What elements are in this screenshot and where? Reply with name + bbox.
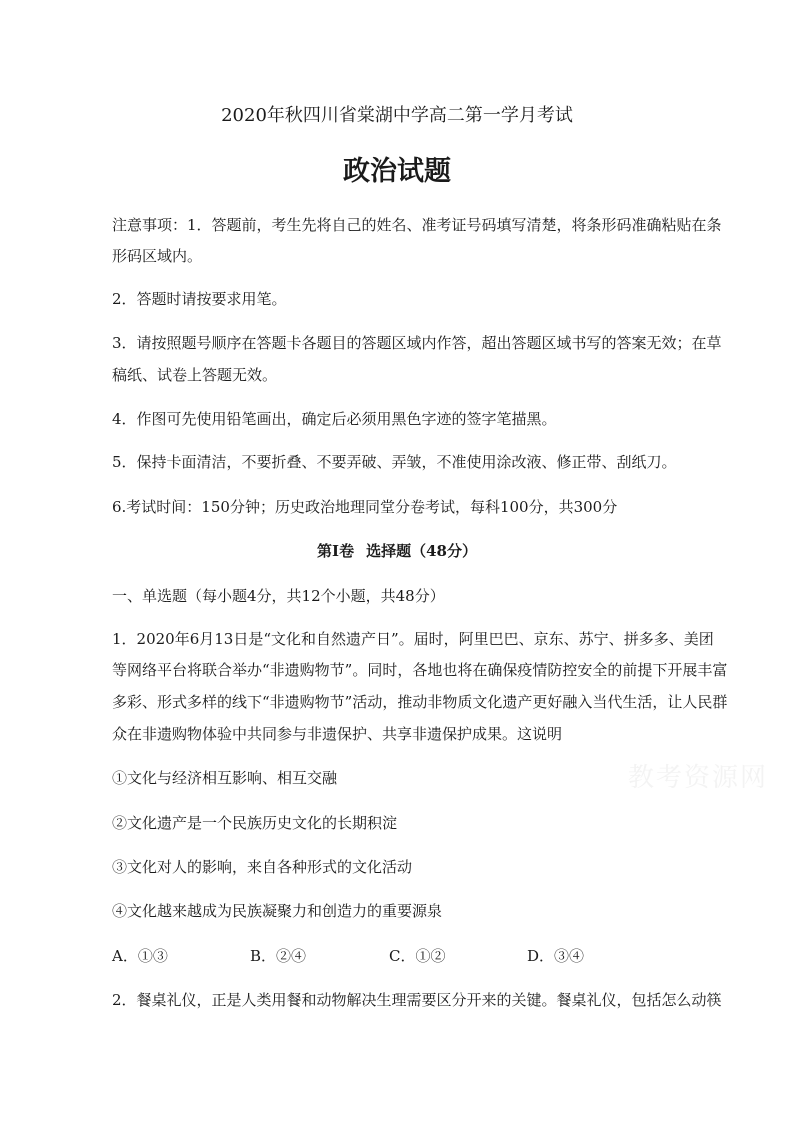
exam-title: 2020年秋四川省棠湖中学高二第一学月考试 — [221, 105, 573, 126]
question-1-statement-4: ④文化越来越成为民族凝聚力和创造力的重要源泉 — [112, 902, 443, 920]
notes-line-1: 注意事项：1．答题前，考生先将自己的姓名、准考证号码填写清楚，将条形码准确粘贴在条 — [112, 216, 722, 234]
part-heading: 一、单选题（每小题4分，共12个小题，共48分） — [112, 587, 445, 605]
notes-line-3: 3．请按照题号顺序在答题卡各题目的答题区域内作答，超出答题区域书写的答案无效；在草 — [112, 334, 722, 352]
question-1-line-2: 等网络平台将联合举办“非遗购物节”。同时，各地也将在确保疫情防控安全的前提下开展丰富 — [112, 661, 728, 679]
notes-line-5: 5．保持卡面清洁，不要折叠、不要弄破、弄皱，不准使用涂改液、修正带、刮纸刀。 — [112, 453, 677, 471]
question-1-option-c: C．①② — [389, 947, 446, 965]
question-1-statement-3: ③文化对人的影响，来自各种形式的文化活动 — [112, 858, 413, 876]
watermark: 教考资源网 — [628, 763, 769, 793]
question-1-statement-1: ①文化与经济相互影响、相互交融 — [112, 769, 338, 787]
question-1-option-a: A．①③ — [112, 947, 168, 965]
notes-line-6: 6.考试时间：150分钟；历史政治地理同堂分卷考试，每科100分，共300分 — [112, 498, 618, 516]
section-heading — [0, 541, 794, 561]
question-1-line-4: 众在非遗购物体验中共同参与非遗保护、共享非遗保护成果。这说明 — [112, 725, 563, 743]
question-1-line-1: 1．2020年6月13日是“文化和自然遗产日”。届时，阿里巴巴、京东、苏宁、拼多多、美团 — [112, 630, 714, 648]
question-1-option-b: B．②④ — [250, 947, 307, 965]
notes-line-3b: 稿纸、试卷上答题无效。 — [112, 366, 278, 384]
question-1-statement-2: ②文化遗产是一个民族历史文化的长期积淀 — [112, 814, 398, 832]
notes-line-2: 2．答题时请按要求用笔。 — [112, 290, 287, 308]
question-1-line-3: 多彩、形式多样的线下“非遗购物节”活动，推动非物质文化遗产更好融入当代生活，让人民群 — [112, 693, 728, 711]
section-name: 选择题（48分） — [366, 542, 477, 560]
section-part: 第Ⅰ卷 — [317, 542, 355, 560]
question-2-line-1: 2．餐桌礼仪，正是人类用餐和动物解决生理需要区分开来的关键。餐桌礼仪，包括怎么动筷 — [112, 991, 722, 1009]
question-1-option-d: D．③④ — [527, 947, 585, 965]
subject-title: 政治试题 — [343, 156, 451, 187]
notes-line-1b: 形码区域内。 — [112, 247, 203, 265]
notes-line-4: 4．作图可先使用铅笔画出，确定后必须用黑色字迹的签字笔描黑。 — [112, 410, 557, 428]
